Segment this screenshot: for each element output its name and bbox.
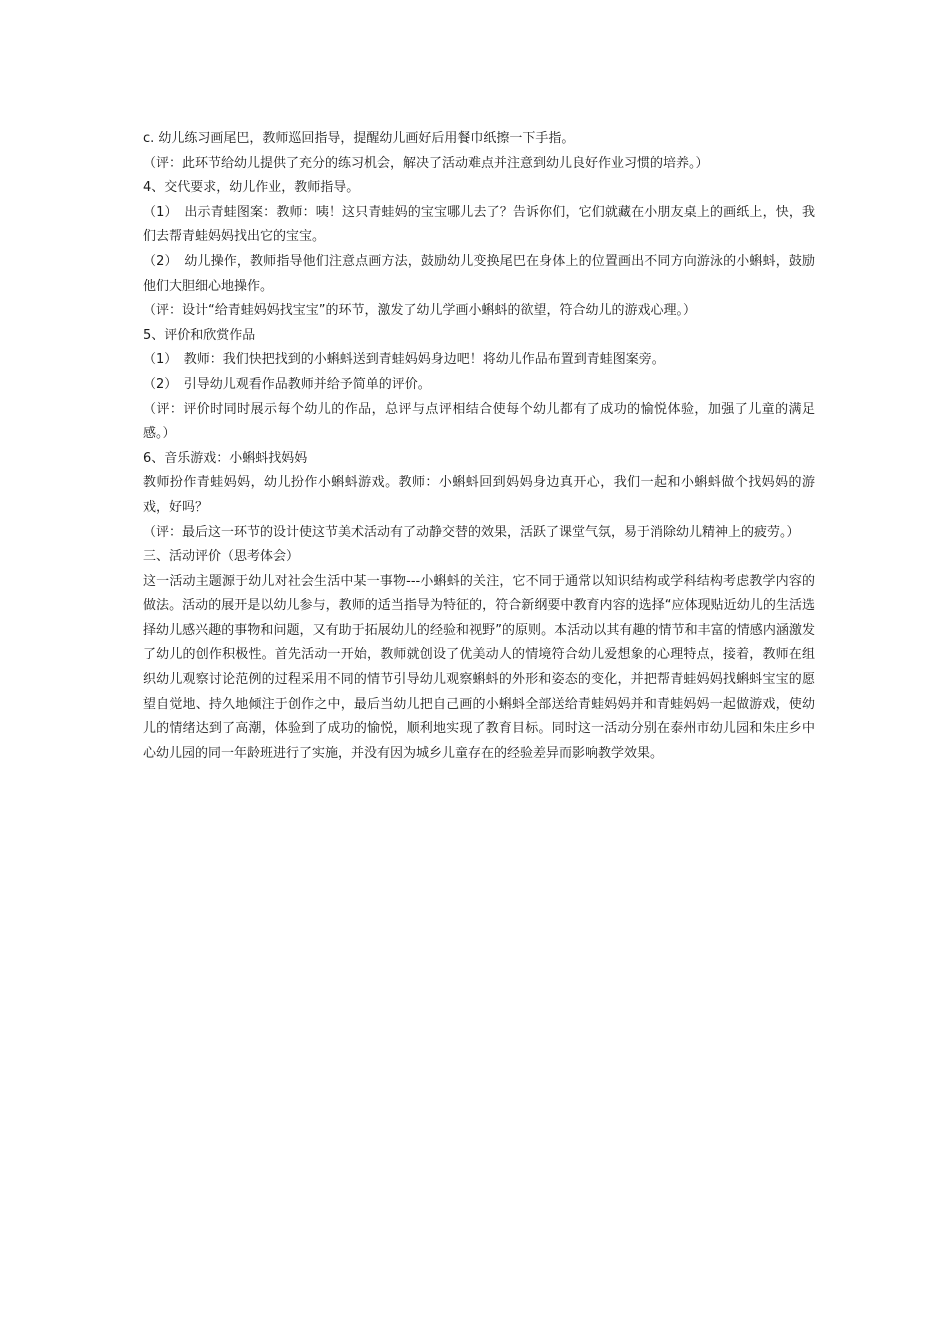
paragraph-comment-2: （评：设计“给青蛙妈妈找宝宝”的环节，激发了幼儿学画小蝌蚪的欲望，符合幼儿的游戏心理。） bbox=[143, 303, 696, 319]
heading-step-6: 6、音乐游戏：小蝌蚪找妈妈 bbox=[143, 450, 308, 466]
heading-step-5: 5、评价和欣赏作品 bbox=[143, 327, 256, 343]
paragraph-comment-4: （评：最后这一环节的设计使这节美术活动有了动静交替的效果，活跃了课堂气氛，易于消除幼儿精神上的疲劳。） bbox=[143, 524, 800, 540]
paragraph-step-5-1: （1） 教师：我们快把找到的小蝌蚪送到青蛙妈妈身边吧！将幼儿作品布置到青蛙图案旁。 bbox=[143, 352, 665, 368]
paragraph-step-4-2: （2） 幼儿操作，教师指导他们注意点画方法，鼓励幼儿变换尾巴在身体上的位置画出不同方向游泳的小蝌蚪，鼓励他们大胆细心地操作。 bbox=[143, 253, 815, 294]
paragraph-comment-3: （评：评价时同时展示每个幼儿的作品，总评与点评相结合使每个幼儿都有了成功的愉悦体验，加强了儿童的满足感。） bbox=[143, 401, 815, 442]
paragraph-step-6: 教师扮作青蛙妈妈，幼儿扮作小蝌蚪游戏。教师：小蝌蚪回到妈妈身边真开心，我们一起和小蝌蚪做个找妈妈的游戏，好吗？ bbox=[143, 475, 815, 515]
paragraph-evaluation: 这一活动主题源于幼儿对社会生活中某一事物---小蝌蚪的关注，它不同于通常以知识结构或学科结构考虑教学内容的做法。活动的展开是以幼儿参与，教师的适当指导为特征的，符合新纲要中教育内容的选择“应体现贴近幼儿的生活选择幼儿感兴趣的事物和问题，又有助于拓展幼儿的经验和视野”的原则。本活动以其有趣的情节和丰富的情感内涵激发了幼儿的创作积极性。首先活动一开始，教师就创设了优美动人的情境符合幼儿爱想象的心理特点，接着，教师在组织幼儿观察讨论范例的过程采用不同的情节引导幼儿观察蝌蚪的外形和姿态的变化，并把帮青蛙妈妈找蝌蚪宝宝的愿望自觉地、持久地倾注于创作之中，最后当幼儿把自己画的小蝌蚪全部送给青蛙妈妈并和青蛙妈妈一起做游戏，使幼儿的情绪达到了高潮，体验到了成功的愉悦，顺利地实现了教育目标。同时这一活动分别在泰州市幼儿园和朱庄乡中心幼儿园的同一年龄班进行了实施，并没有因为城乡儿童存在的经验差异而影响教学效果。 bbox=[143, 573, 815, 761]
heading-step-4: 4、交代要求，幼儿作业，教师指导。 bbox=[143, 180, 360, 196]
document-body bbox=[143, 127, 815, 766]
paragraph-comment-1: （评：此环节给幼儿提供了充分的练习机会，解决了活动难点并注意到幼儿良好作业习惯的培养。） bbox=[143, 155, 709, 171]
heading-section-3: 三、活动评价（思考体会） bbox=[143, 549, 300, 565]
paragraph-step-4-1: （1） 出示青蛙图案：教师：咦！这只青蛙妈的宝宝哪儿去了？告诉你们，它们就藏在小朋友桌上的画纸上，快，我们去帮青蛙妈妈找出它的宝宝。 bbox=[143, 204, 815, 245]
paragraph-step-c: c. 幼儿练习画尾巴，教师巡回指导，提醒幼儿画好后用餐巾纸擦一下手指。 bbox=[143, 131, 575, 146]
paragraph-step-5-2: （2） 引导幼儿观看作品教师并给予简单的评价。 bbox=[143, 376, 431, 392]
